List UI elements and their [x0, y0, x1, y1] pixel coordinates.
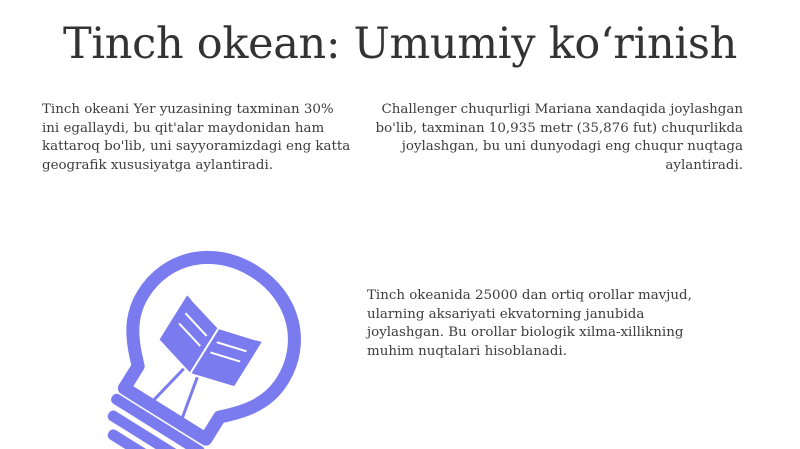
text-block-right: Challenger chuqurligi Mariana xandaqida joylashgan bo'lib, taxminan 10,935 metr (35,876 fut) chuqurlikda joylashgan, bu uni dunyodagi eng chuqur nuqtaga aylantiradi. — [375, 102, 743, 173]
lightbulb-book-icon — [98, 250, 318, 449]
slide-title: Tinch okean: Umumiy koʻrinish — [62, 19, 738, 69]
text-block-bottom: Tinch okeanida 25000 dan ortiq orollar mavjud, ularning aksariyati ekvatorning janubida joylashgan. Bu orollar biologik xilma-xillikning muhim nuqtalari hisoblanadi. — [367, 288, 692, 359]
text-block-left: Tinch okeani Yer yuzasining taxminan 30% ini egallaydi, bu qit'alar maydonidan ham kattaroq bo'lib, uni sayyoramizdagi eng katta geografik xususiyatga aylantiradi. — [42, 102, 351, 173]
